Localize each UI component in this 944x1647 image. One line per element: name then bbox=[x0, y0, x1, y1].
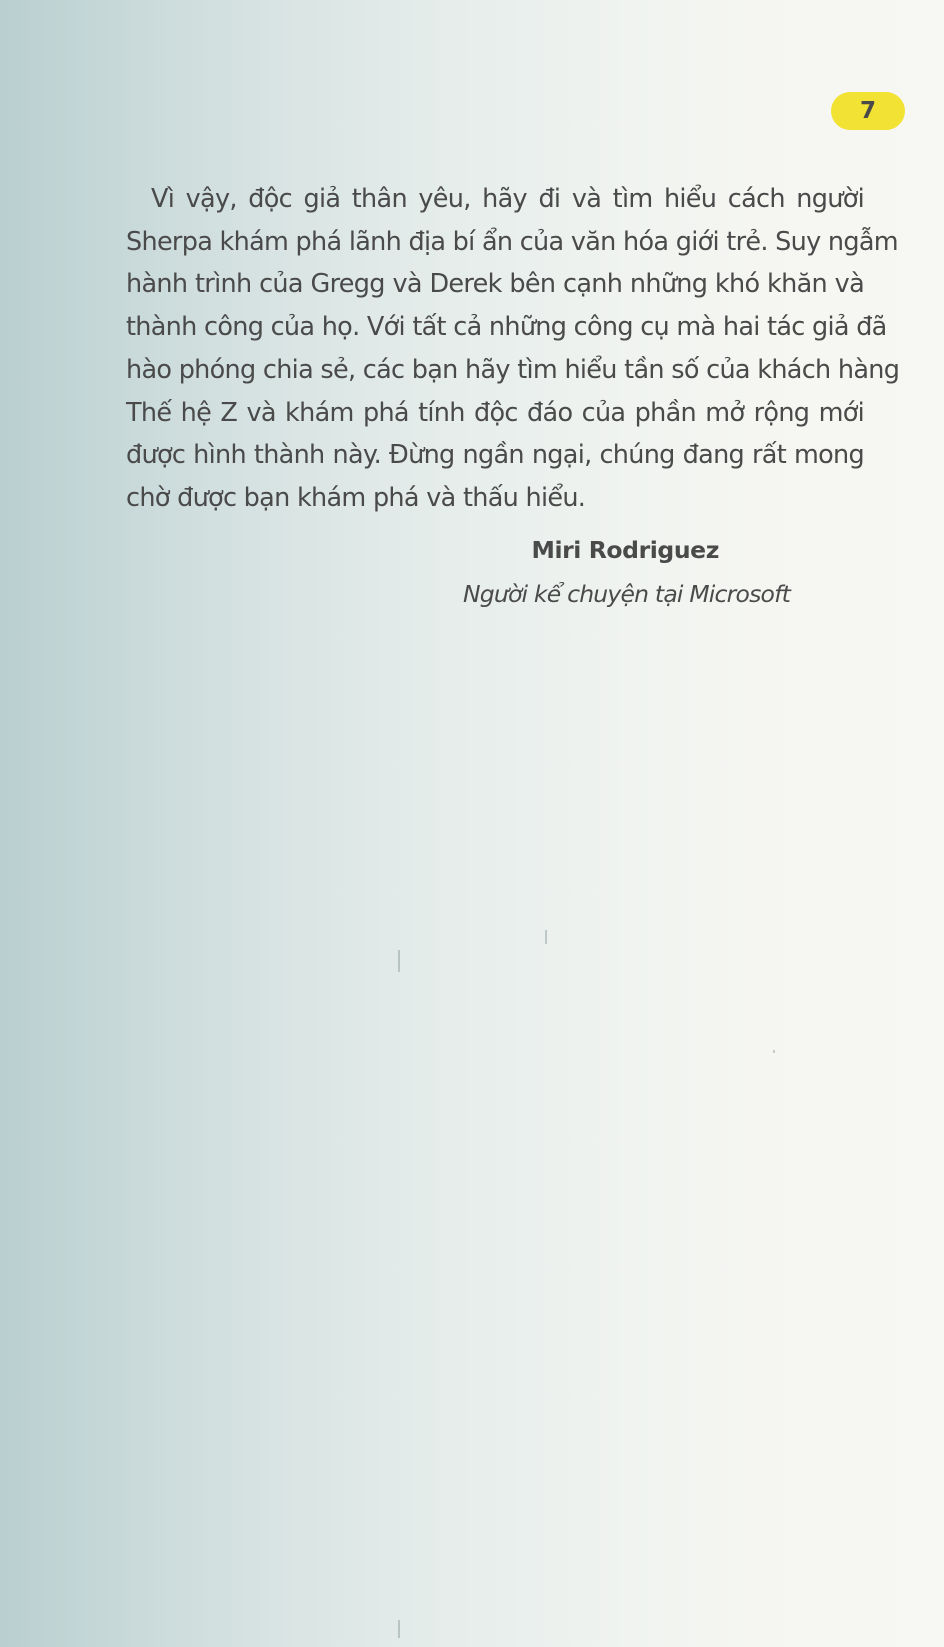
signature-name: Miri Rodriguez bbox=[531, 536, 719, 564]
body-paragraph bbox=[126, 178, 900, 520]
signature-title: Người kể chuyện tại Microsoft bbox=[462, 580, 790, 608]
paper-speck bbox=[773, 1050, 775, 1053]
page-number: 7 bbox=[859, 98, 876, 124]
body-line: hào phóng chia sẻ, các bạn hãy tìm hiểu tần số của khách hàng bbox=[126, 354, 900, 385]
body-line: được hình thành này. Đừng ngần ngại, chúng đang rất mong bbox=[126, 440, 864, 471]
body-line: Thế hệ Z và khám phá tính độc đáo của phần mở rộng mới bbox=[126, 397, 864, 428]
paper-speck bbox=[545, 930, 547, 944]
body-line: hành trình của Gregg và Derek bên cạnh những khó khăn và bbox=[126, 269, 864, 300]
body-line: thành công của họ. Với tất cả những công cụ mà hai tác giả đã bbox=[126, 312, 887, 343]
body-line: chờ được bạn khám phá và thấu hiểu. bbox=[126, 482, 586, 513]
body-line: Sherpa khám phá lãnh địa bí ẩn của văn hóa giới trẻ. Suy ngẫm bbox=[126, 226, 898, 257]
paper-speck bbox=[398, 1620, 400, 1638]
body-line: Vì vậy, độc giả thân yêu, hãy đi và tìm hiểu cách người bbox=[151, 184, 864, 214]
page-number-badge bbox=[831, 92, 905, 130]
paper-speck bbox=[398, 950, 400, 972]
